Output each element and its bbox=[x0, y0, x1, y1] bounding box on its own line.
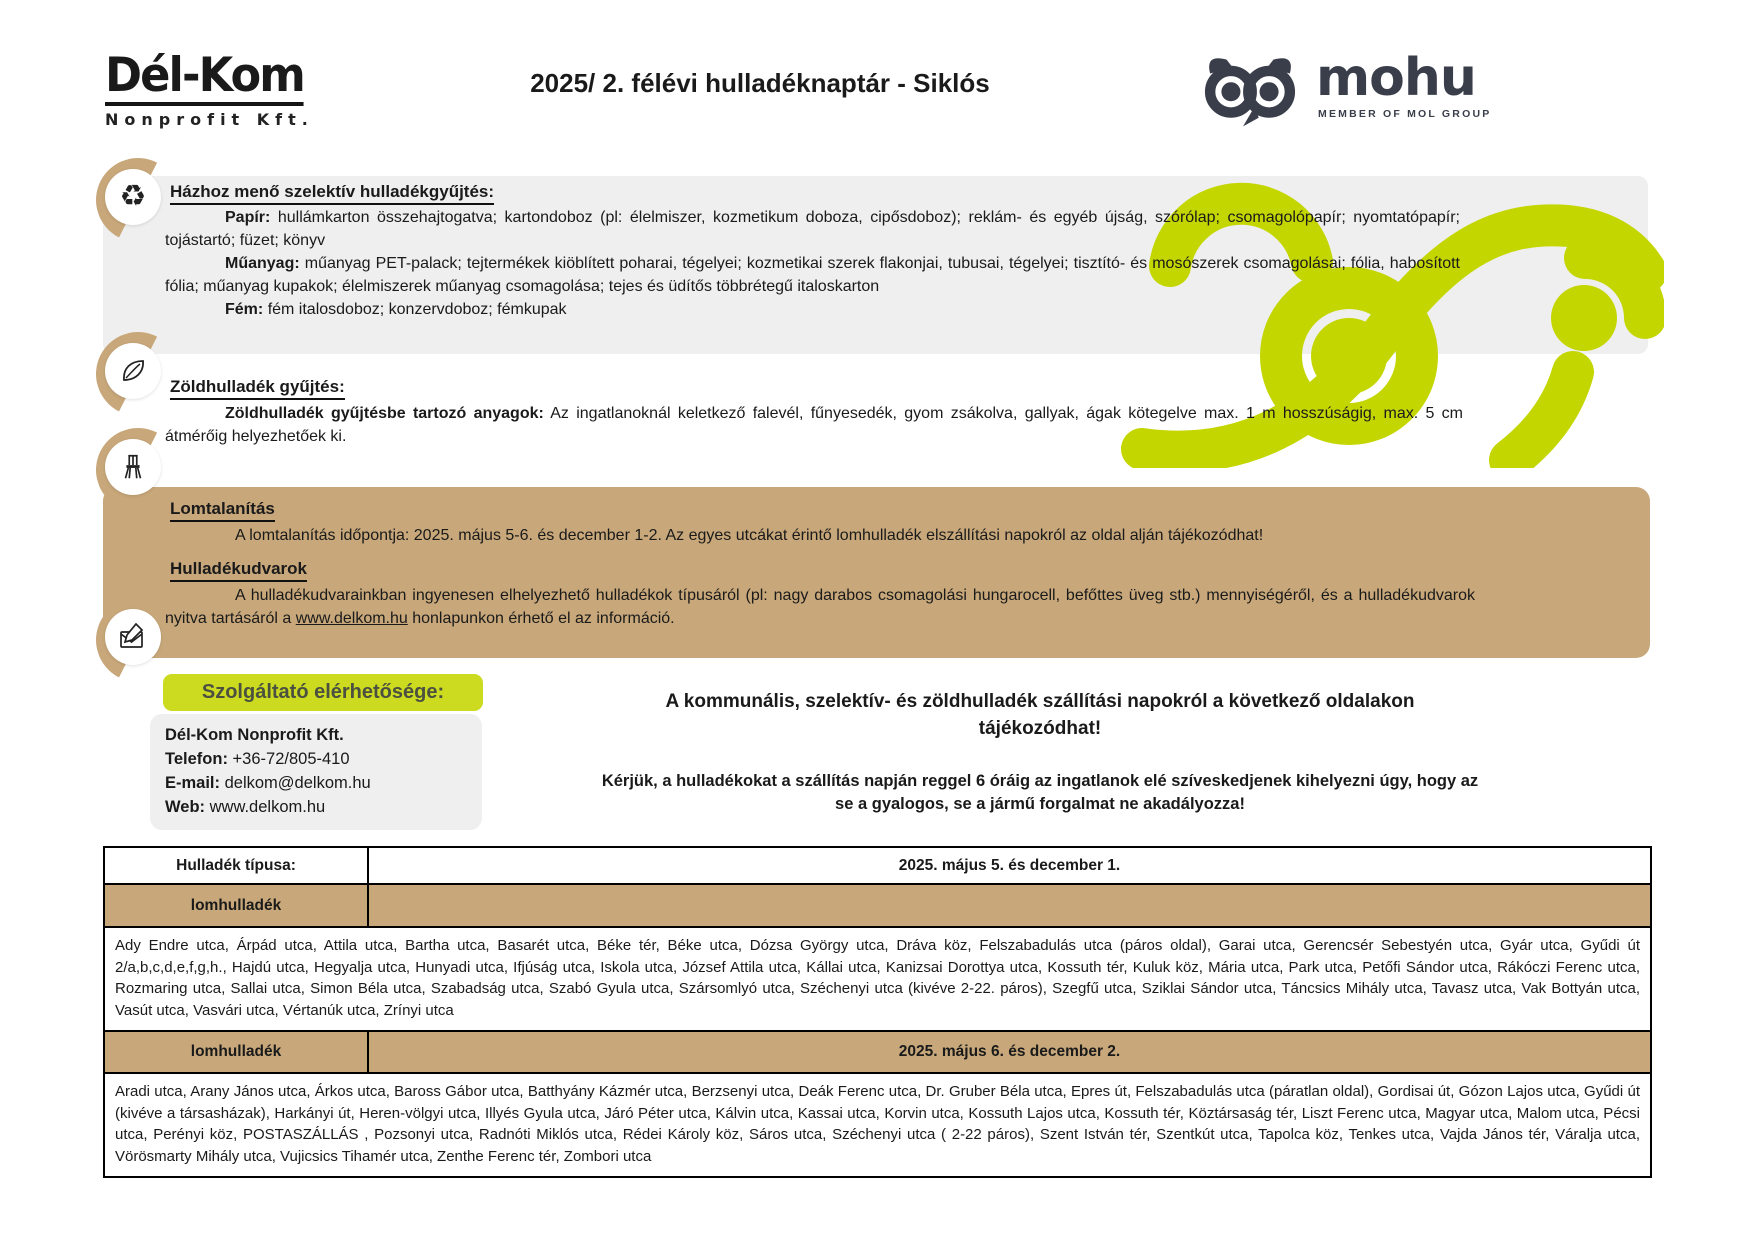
plastic-label: Műanyag: bbox=[225, 255, 300, 272]
metal-text: fém italosdoboz; konzervdoboz; fémkupak bbox=[267, 301, 567, 318]
mohu-wordmark: mohu bbox=[1316, 48, 1476, 108]
green-body bbox=[165, 402, 1463, 448]
chair-icon bbox=[105, 439, 161, 495]
plastic-text: műanyag PET-palack; tejtermékek kiöblített poharai, tégelyei; kozmetikai szerek flakonjai, tubusai, tégelyei; tisztító- és mosószerek csomagolásai; fólia, habosított fólia; műanyag kupakok; élelmiszerek műanyag csomagolása; tejes és üdítős többrétegű italoskarton bbox=[165, 255, 1460, 295]
waste-table bbox=[103, 846, 1652, 1178]
leaf-icon bbox=[105, 343, 161, 399]
provider-card bbox=[165, 723, 475, 819]
phone-value: +36-72/805-410 bbox=[232, 750, 350, 768]
phone-row bbox=[165, 747, 475, 771]
table-type-row-1 bbox=[104, 884, 1651, 927]
web-row bbox=[165, 795, 475, 819]
paper-label: Papír: bbox=[225, 209, 271, 226]
mohu-owl-icon bbox=[1198, 50, 1302, 130]
paper-text: hullámkarton összehajtogatva; kartondoboz (pl: élelmiszer, kozmetikum doboza, cipősdoboz); reklám- és egyéb újság, szórólap; csomagolópapír; nyomtatópapír; tojástartó; füzet; könyv bbox=[165, 209, 1460, 249]
envelope-pencil-icon bbox=[105, 609, 161, 665]
waste-type-header: Hulladék típusa: bbox=[104, 847, 368, 884]
bulky-paragraph: A lomtalanítás időpontja: 2025. május 5-6. és december 1-2. Az egyes utcákat érintő lomhulladék elszállítási napokról az oldal alján tájékozódhat! bbox=[235, 527, 1264, 544]
street-list-1: Ady Endre utca, Árpád utca, Attila utca, Bartha utca, Basarét utca, Béke tér, Béke utca, Dózsa György utca, Dráva köz, Felszabadulás utca (páros oldal), Garai utca, Gerencsér Sebestyén utca, Gyár utca, Gyűdi út 2/a,b,c,d,e,f,g,h., Hajdú utca, Hegyalja utca, Hunyadi utca, Ifjúság utca, Iskola utca, József Attila utca, Kállai utca, Kanizsai Dorottya utca, Kossuth tér, Kuluk köz, Mária utca, Park utca, Petőfi Sándor utca, Rákóczi Ferenc utca, Rozmaring utca, Sallai utca, Simon Béla utca, Szabadság utca, Szabó Gyula utca, Szársomlyó utca, Széchenyi utca (kivéve 2-22. páros), Szegfű utca, Sziklai Sándor utca, Táncsics Mihály utca, Tavasz utca, Vak Bottyán utca, Vasút utca, Vasvári utca, Vértanúk utca, Zrínyi utca bbox=[104, 927, 1651, 1031]
web-value: www.delkom.hu bbox=[209, 798, 326, 816]
table-streets-row-2 bbox=[104, 1073, 1651, 1177]
yards-text-before: A hulladékudvarainkban ingyenesen elhelyezhető hulladékok típusáról (pl: nagy darabos csomagolási hungarocell, befőttes üveg stb.) mennyiségéről, és a hulladékudvarok nyitva tartásáról a bbox=[165, 587, 1475, 627]
table-header-row bbox=[104, 847, 1651, 884]
date-1-cell: 2025. május 5. és december 1. bbox=[368, 847, 1651, 884]
swirl-dot-right bbox=[1551, 285, 1617, 351]
swirl-dot-left bbox=[1311, 318, 1387, 394]
plastic-paragraph bbox=[165, 252, 1460, 298]
waste-type-1: lomhulladék bbox=[104, 884, 368, 927]
yards-text-after: honlapunkon érhető el az információ. bbox=[407, 610, 675, 627]
bulky-section-bg bbox=[103, 487, 1650, 658]
mohu-subtitle: MEMBER OF MOL GROUP bbox=[1318, 108, 1492, 120]
swirl-tail bbox=[1510, 372, 1573, 460]
metal-paragraph bbox=[165, 298, 1460, 321]
green-text: Az ingatlanoknál keletkező falevél, fűnyesedék, gyom zsákolva, gallyak, ágak kötegelve max. 1 m hosszúságig, max. 5 cm átmérőig helyezhetőek ki. bbox=[165, 405, 1464, 445]
empty-date-cell bbox=[368, 884, 1651, 927]
recycle-icon: ♻ bbox=[105, 169, 161, 225]
email-value: delkom@delkom.hu bbox=[224, 774, 371, 792]
green-paragraph bbox=[165, 402, 1463, 448]
web-label: Web: bbox=[165, 798, 206, 816]
green-lead-label: Zöldhulladék gyűjtésbe tartozó anyagok: bbox=[225, 405, 544, 422]
schedule-notice: A kommunális, szelektív- és zöldhulladék szállítási napokról a következő oldalakon tájékozódhat! bbox=[665, 691, 1415, 739]
yards-body bbox=[165, 584, 1475, 630]
selective-body bbox=[165, 206, 1460, 321]
email-label: E-mail: bbox=[165, 774, 221, 792]
placement-notice: Kérjük, a hulladékokat a szállítás napján reggel 6 óráig az ingatlanok elé szíveskedjenek kihelyezni úgy, hogy az se a gyalogos, se a jármű forgalmat ne akadályozza! bbox=[601, 772, 1479, 813]
company-name: Dél-Kom Nonprofit Kft. bbox=[165, 726, 344, 744]
yards-paragraph bbox=[165, 584, 1475, 630]
delkom-website-link[interactable]: www.delkom.hu bbox=[295, 610, 408, 627]
delkom-logo bbox=[105, 48, 314, 129]
street-list-2: Aradi utca, Arany János utca, Árkos utca, Baross Gábor utca, Batthyány Kázmér utca, Berzsenyi utca, Deák Ferenc utca, Dr. Gruber Béla utca, Epres út, Felszabadulás utca (páratlan oldal), Gordisai út, Gózon Lajos utca, Gyűdi út (kivéve a társasházak), Harkányi út, Heren-völgyi utca, Illyés Gyula utca, Járó Péter utca, Kálvin utca, Kassai utca, Korvin utca, Kossuth Lajos utca, Kossuth tér, Köztársaság tér, Liszt Ferenc utca, Magyar utca, Malom utca, Pécsi utca, Perényi köz, POSTASZÁLLÁS , Pozsonyi utca, Radnóti Miklós utca, Rédei Károly köz, Sáros utca, Széchenyi utca ( 2-22 páros), Szent István tér, Szentkút utca, Tapolca köz, Tenkes utca, Vajda János tér, Váralja utca, Vörösmarty Mihály utca, Vujicsics Tihamér utca, Zenthe Ferenc tér, Zombori utca bbox=[104, 1073, 1651, 1177]
green-heading: Zöldhulladék gyűjtés: bbox=[170, 376, 345, 400]
mohu-logo bbox=[1198, 50, 1491, 130]
email-row bbox=[165, 771, 475, 795]
delkom-logo-wordmark: Dél-Kom bbox=[105, 52, 304, 106]
table-type-row-2 bbox=[104, 1031, 1651, 1073]
provider-heading-badge: Szolgáltató elérhetősége: bbox=[163, 674, 483, 711]
bulky-heading: Lomtalanítás bbox=[170, 498, 275, 522]
date-2-cell: 2025. május 6. és december 2. bbox=[368, 1031, 1651, 1073]
bulky-body bbox=[165, 524, 1475, 547]
delkom-logo-subtitle: Nonprofit Kft. bbox=[105, 110, 314, 129]
metal-label: Fém: bbox=[225, 301, 264, 318]
waste-type-2: lomhulladék bbox=[104, 1031, 368, 1073]
table-streets-row-1 bbox=[104, 927, 1651, 1031]
page-title: 2025/ 2. félévi hulladéknaptár - Siklós bbox=[530, 68, 990, 98]
phone-label: Telefon: bbox=[165, 750, 228, 768]
yards-heading: Hulladékudvarok bbox=[170, 558, 307, 582]
selective-heading: Házhoz menő szelektív hulladékgyűjtés: bbox=[170, 181, 494, 205]
paper-paragraph bbox=[165, 206, 1460, 252]
